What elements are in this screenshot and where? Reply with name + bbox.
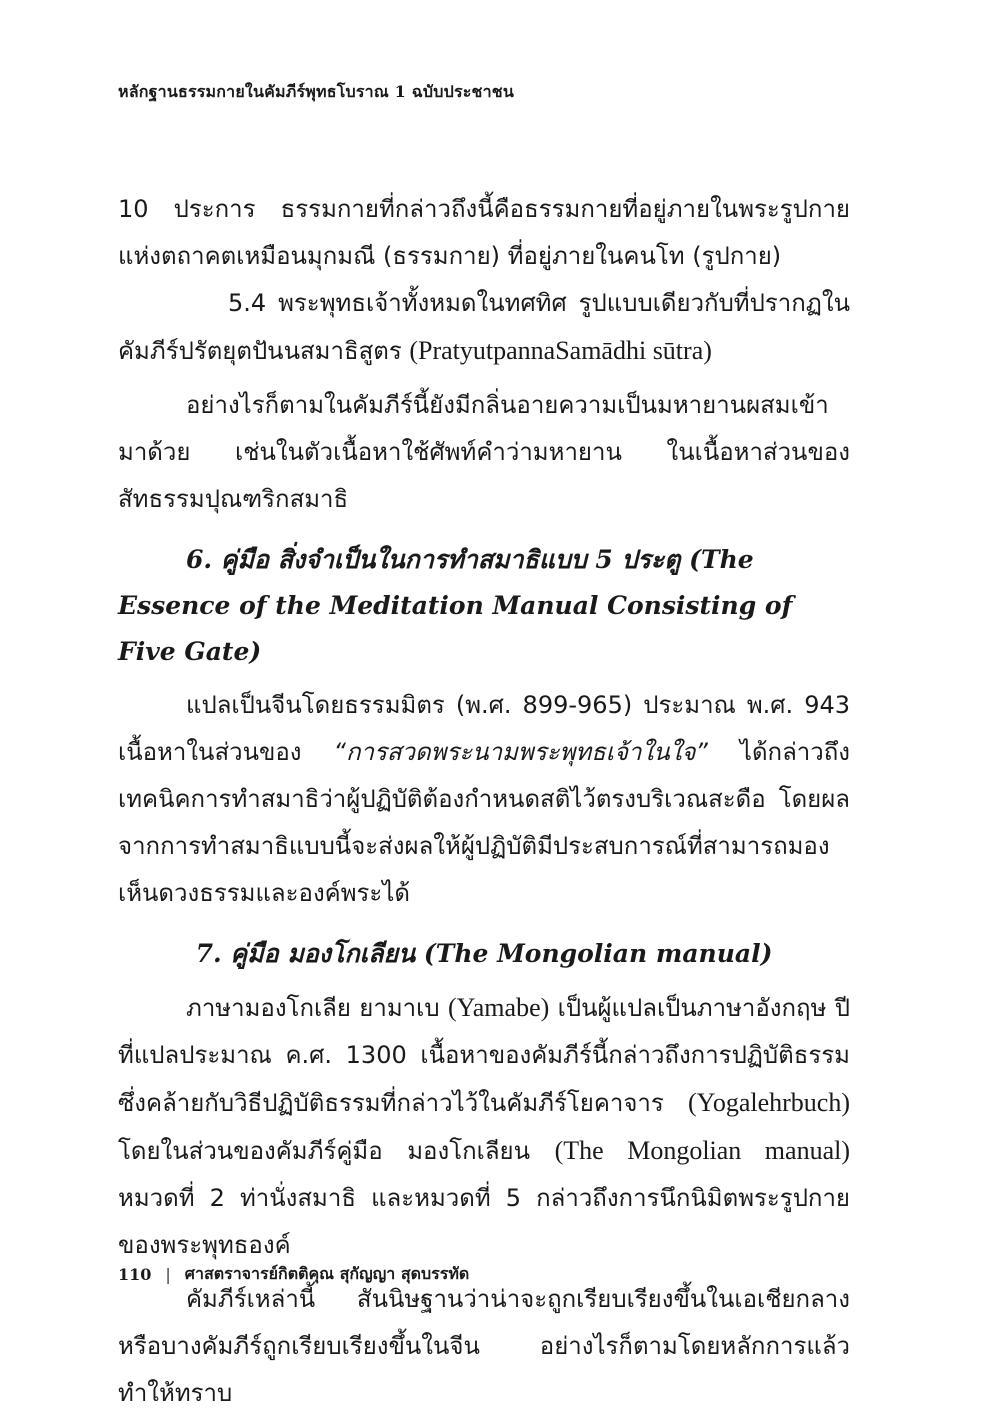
section-6-heading-english: (The Essence of the Meditation Manual Consisting of Five Gate) [118,545,793,666]
paragraph-section-7-b: เป็นผู้แปลเป็นภาษาอังกฤษ ปีที่แปลประมาณ ค.ศ. 1300 เนื้อหาของคัมภีร์นี้กล่าวถึงการปฏิบัติธรรมซึ่งคล้ายกับวิธีปฏิบัติธรรมที่กล่าวไว้ในคัมภีร์โยคาจาร [118,994,850,1117]
paragraph-5-4-text: 5.4 พระพุทธเจ้าทั้งหมดในทศทิศ รูปแบบเดียวกับที่ปรากฏในคัมภีร์ปรัตยุตปันนสมาธิสูตร [118,289,850,365]
section-7-heading-english: (The Mongolian manual) [423,939,773,968]
running-header: หลักฐานธรรมกายในคัมภีร์พุทธโบราณ 1 ฉบับประชาชน [118,82,514,101]
paragraph-section-7-d: หมวดที่ 2 ท่านั่งสมาธิ และหมวดที่ 5 กล่าวถึงการนึกนิมิตพระรูปกายของพระพุทธองค์ [118,1184,850,1259]
page-number: 110 [118,1265,152,1284]
section-7-heading-thai: 7. คู่มือ มองโกเลียน [195,939,416,968]
section-6-heading-thai: 6. คู่มือ สิ่งจำเป็นในการทำสมาธิแบบ 5 ประตู [186,545,681,574]
paragraph-continuation: 10 ประการ ธรรมกายที่กล่าวถึงนี้คือธรรมกายที่อยู่ภายในพระรูปกายแห่งตถาคตเหมือนมุกมณี (ธรรมกาย) ที่อยู่ภายในคนโท (รูปกาย) [118,195,850,270]
paragraph-section-7 [118,984,850,1269]
paragraph-conclusion: คัมภีร์เหล่านี้ สันนิษฐานว่าน่าจะถูกเรียบเรียงขึ้นในเอเชียกลาง หรือบางคัมภีร์ถูกเรียบเรียงขึ้นในจีน อย่างไรก็ตามโดยหลักการแล้วทำให้ทราบ [118,1285,850,1407]
paragraph-section-6-a: แปลเป็นจีนโดยธรรมมิตร (พ.ศ. 899-965) ประมาณ พ.ศ. 943 เนื้อหาในส่วนของ [118,691,850,766]
yogalehrbuch-title: (Yogalehrbuch) [688,1088,850,1117]
pratyutpanna-title: (PratyutpannaSamādhi sūtra) [409,336,712,365]
quoted-phrase: “การสวดพระนามพระพุทธเจ้าในใจ” [333,738,708,766]
section-7-heading [118,931,850,977]
page-body [118,186,850,1417]
section-6-heading [118,537,850,675]
paragraph-5-4 [118,280,850,375]
paragraph-mahayana-note: อย่างไรก็ตามในคัมภีร์นี้ยังมีกลิ่นอายความเป็นมหายานผสมเข้ามาด้วย เช่นในตัวเนื้อหาใช้ศัพท์คำว่ามหายาน ในเนื้อหาส่วนของสัทธรรมปุณฑริกสมาธิ [118,391,850,513]
page-footer [118,1262,469,1287]
footer-separator: | [165,1265,171,1284]
yamabe-name: (Yamabe) [447,993,550,1022]
paragraph-section-7-c: โดยในส่วนของคัมภีร์คู่มือ มองโกเลียน [118,1137,530,1165]
mongolian-manual-title: (The Mongolian manual) [554,1136,850,1165]
paragraph-section-6 [118,682,850,917]
author-name: ศาสตราจารย์กิตติคุณ สุกัญญา สุดบรรทัด [184,1264,470,1283]
paragraph-section-6-b: ได้กล่าวถึงเทคนิคการทำสมาธิว่าผู้ปฏิบัติต้องกำหนดสติไว้ตรงบริเวณสะดือ โดยผลจากการทำสมาธิแบบนี้จะส่งผลให้ผู้ปฏิบัติมีประสบการณ์ที่สามารถมองเห็นดวงธรรมและองค์พระได้ [118,738,850,907]
paragraph-section-7-a: ภาษามองโกเลีย ยามาเบ [186,994,440,1022]
